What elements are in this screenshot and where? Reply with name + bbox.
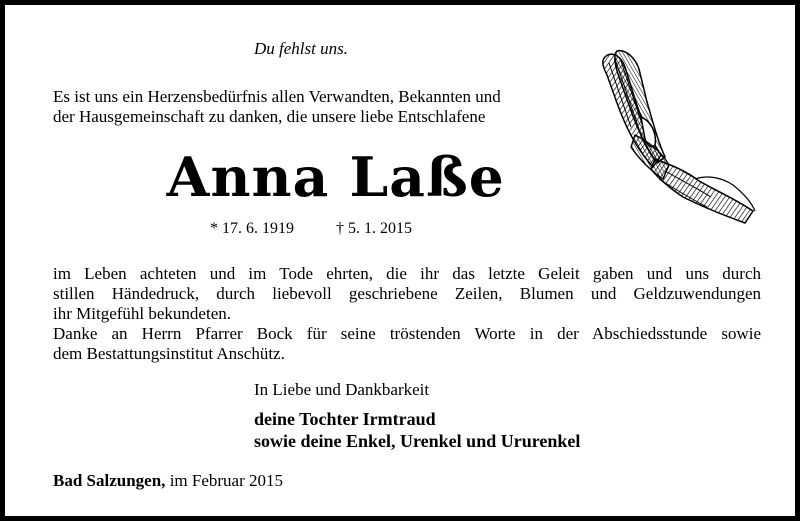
body-line-5: dem Bestattungsinstitut Anschütz.	[53, 344, 285, 363]
birth-date: * 17. 6. 1919	[210, 220, 294, 237]
body-line-3: ihr Mitgefühl bekundeten.	[53, 304, 231, 323]
intro-line-2: der Hausgemeinschaft zu danken, die unsere liebe Entschlafene	[53, 107, 486, 126]
death-date: † 5. 1. 2015	[336, 220, 412, 237]
body-line-1: im Leben achteten und im Tode ehrten, die ihr das letzte Geleit gaben und uns durch	[53, 264, 761, 283]
intro-line-1: Es ist uns ein Herzensbedürfnis allen Verwandten, Bekannten und	[53, 87, 501, 106]
place-date	[53, 471, 283, 491]
closing-phrase: In Liebe und Dankbarkeit	[254, 380, 430, 399]
signer-line-1: deine Tochter Irmtraud	[254, 409, 436, 429]
deceased-name: Anna Laße	[166, 145, 505, 209]
praying-hands-icon	[595, 47, 760, 225]
place: Bad Salzungen,	[53, 471, 166, 490]
signer-line-2: sowie deine Enkel, Urenkel und Ururenkel	[254, 431, 581, 451]
body-line-4: Danke an Herrn Pfarrer Bock für seine tröstenden Worte in der Abschiedsstunde sowie	[53, 324, 761, 343]
motto: Du fehlst uns.	[254, 39, 348, 58]
body-line-2: stillen Händedruck, durch liebevoll geschriebene Zeilen, Blumen und Geldzuwendungen	[53, 284, 761, 303]
date: im Februar 2015	[169, 471, 284, 490]
